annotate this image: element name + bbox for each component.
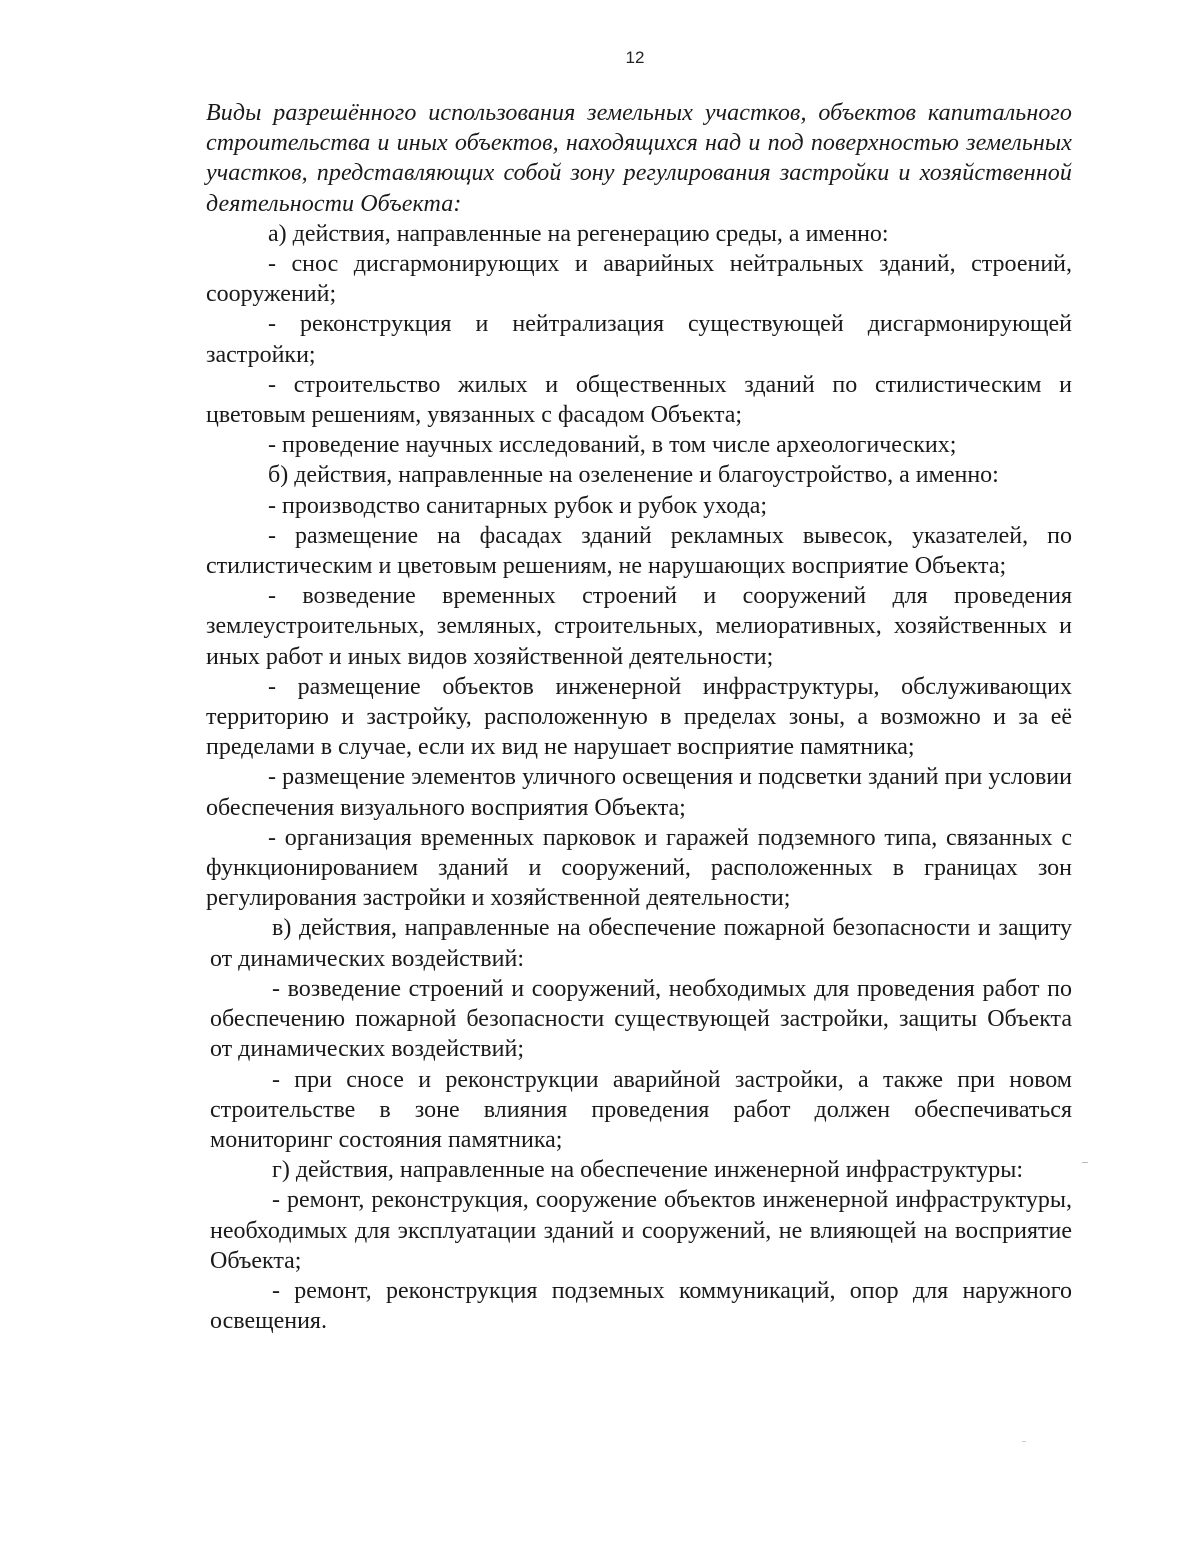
page-number: 12 [625, 48, 645, 67]
paragraph-item: - проведение научных исследований, в том числе археологических; [268, 432, 957, 459]
paragraph-item: - организация временных парковок и гаражей подземного типа, связанных с функционированием зданий и сооружений, расположенных в границах зон регулирования застройки и хозяйственной деятельности; [206, 824, 1072, 912]
scan-artifact-mark [1022, 1441, 1026, 1442]
paragraph-item: - возведение временных строений и сооружений для проведения землеустроительных, земляных, строительных, мелиоративных, хозяйственных и иных работ и иных видов хозяйственной деятельности; [206, 583, 1072, 670]
paragraph-item: - размещение на фасадах зданий рекламных вывесок, указателей, по стилистическим и цветовым решениям, не нарушающих восприятие Объекта; [206, 522, 1072, 580]
scan-artifact-mark [1082, 1162, 1088, 1163]
paragraph-item: - при сносе и реконструкции аварийной застройки, а также при новом строительстве в зоне влияния проведения работ должен обеспечиваться мониторинг состояния памятника; [210, 1066, 1072, 1153]
paragraph-g-heading: г) действия, направленные на обеспечение инженерной инфраструктуры: [272, 1157, 1024, 1184]
document-body [206, 98, 1072, 1336]
paragraph-item: - возведение строений и сооружений, необходимых для проведения работ по обеспечению пожарной безопасности существующей застройки, защиты Объекта от динамических воздействий; [210, 975, 1072, 1063]
paragraph-item: - ремонт, реконструкция, сооружение объектов инженерной инфраструктуры, необходимых для эксплуатации зданий и сооружений, не влияющей на восприятие Объекта; [210, 1187, 1072, 1274]
paragraph-item: - снос дисгармонирующих и аварийных нейтральных зданий, строений, сооружений; [206, 251, 1072, 308]
paragraph-item: - производство санитарных рубок и рубок ухода; [268, 492, 768, 519]
paragraph-item: - строительство жилых и общественных зданий по стилистическим и цветовым решениям, увязанных с фасадом Объекта; [206, 371, 1072, 429]
paragraph-item: - ремонт, реконструкция подземных коммуникаций, опор для наружного освещения. [210, 1277, 1072, 1335]
intro-paragraph: Виды разрешённого использования земельных участков, объектов капитального строительства и иных объектов, находящихся над и под поверхностью земельных участков, представляющих собой зону регулирования застройки и хозяйственной деятельности Объекта: [206, 100, 1072, 217]
paragraph-item: - размещение элементов уличного освещения и подсветки зданий при условии обеспечения визуального восприятия Объекта; [206, 764, 1072, 821]
paragraph-item: - реконструкция и нейтрализация существующей дисгармонирующей застройки; [206, 311, 1072, 368]
paragraph-a-heading: а) действия, направленные на регенерацию среды, а именно: [268, 220, 889, 247]
paragraph-item: - размещение объектов инженерной инфраструктуры, обслуживающих территорию и застройку, расположенную в пределах зоны, а возможно и за её пределами в случае, если их вид не нарушает восприятие памятника; [206, 673, 1072, 761]
paragraph-v-heading: в) действия, направленные на обеспечение пожарной безопасности и защиту от динамических воздействий: [210, 915, 1072, 972]
paragraph-b-heading: б) действия, направленные на озеленение и благоустройство, а именно: [268, 462, 999, 489]
